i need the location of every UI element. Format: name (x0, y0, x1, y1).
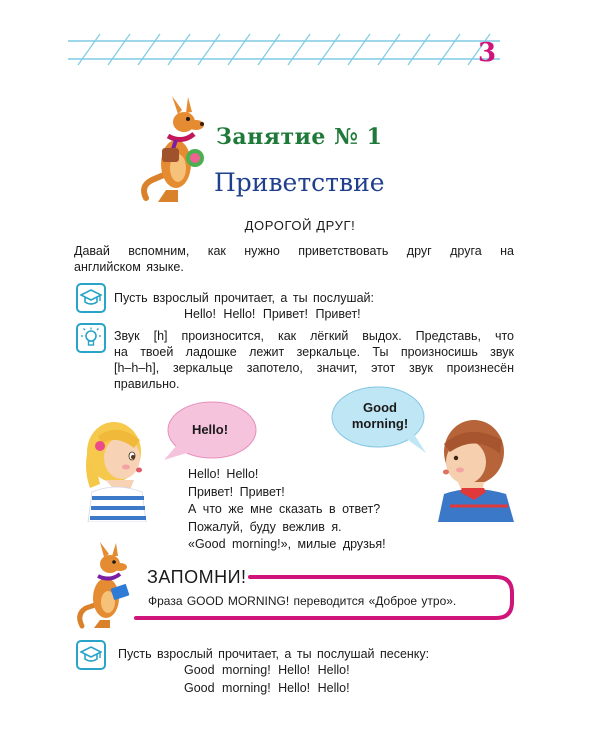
lightbulb-icon (76, 323, 106, 353)
graduation-cap-icon-2 (76, 640, 106, 670)
task2-line-3: [h–h–h], зеркальце запотело, значит, этот звук произнесён (114, 361, 514, 375)
page-number: 3 (478, 38, 497, 68)
greeting-heading: ДОРОГОЙ ДРУГ! (244, 218, 356, 233)
task2-line-4: правильно. (114, 377, 180, 391)
intro-line-1: Давай вспомним, как нужно приветствовать друг друга на (74, 244, 514, 258)
graduation-cap-icon (76, 283, 106, 313)
lesson-subtitle: Приветствие (214, 168, 385, 197)
header-ruled-lines (0, 30, 600, 80)
task1-instruction: Пусть взрослый прочитает, а ты послушай: (114, 291, 374, 305)
task2-line-1: Звук [h] произносится, как лёгкий выдох. Представь, что (114, 329, 514, 343)
boy-bubble-line-1: Good (363, 400, 397, 415)
task1-phrase: Hello! Hello! Привет! Привет! (184, 307, 361, 321)
task2-line-2: на твоей ладошке лежит зеркальце. Ты произносишь звук (114, 345, 514, 359)
lesson-title: Занятие № 1 (216, 124, 383, 150)
kangaroo-illustration (138, 94, 216, 206)
remember-title: ЗАПОМНИ! (147, 567, 247, 587)
girl-bubble-text: Hello! (191, 422, 229, 437)
poem-line-1: Hello! Hello! (188, 467, 259, 481)
poem-line-3: А что же мне сказать в ответ? (188, 502, 381, 516)
task3-instruction: Пусть взрослый прочитает, а ты послушай песенку: (118, 647, 430, 661)
remember-text: Фраза GOOD MORNING! переводится «Доброе утро». (148, 594, 457, 608)
poem-line-5: «Good morning!», милые друзья! (188, 537, 386, 551)
poem (188, 466, 386, 554)
poem-line-4: Пожалуй, буду вежлив я. (188, 519, 342, 534)
girl-illustration (76, 414, 156, 522)
song (184, 662, 350, 697)
boy-bubble-line-2: morning! (351, 416, 409, 431)
kangaroo-reading-illustration (74, 542, 146, 630)
song-line-2: Good morning! Hello! Hello! (184, 680, 350, 695)
intro-line-2: английском языке. (74, 260, 184, 274)
poem-line-2: Привет! Привет! (188, 484, 285, 499)
song-line-1: Good morning! Hello! Hello! (184, 663, 350, 677)
boy-bubble-text (338, 400, 422, 432)
boy-illustration (428, 418, 518, 522)
